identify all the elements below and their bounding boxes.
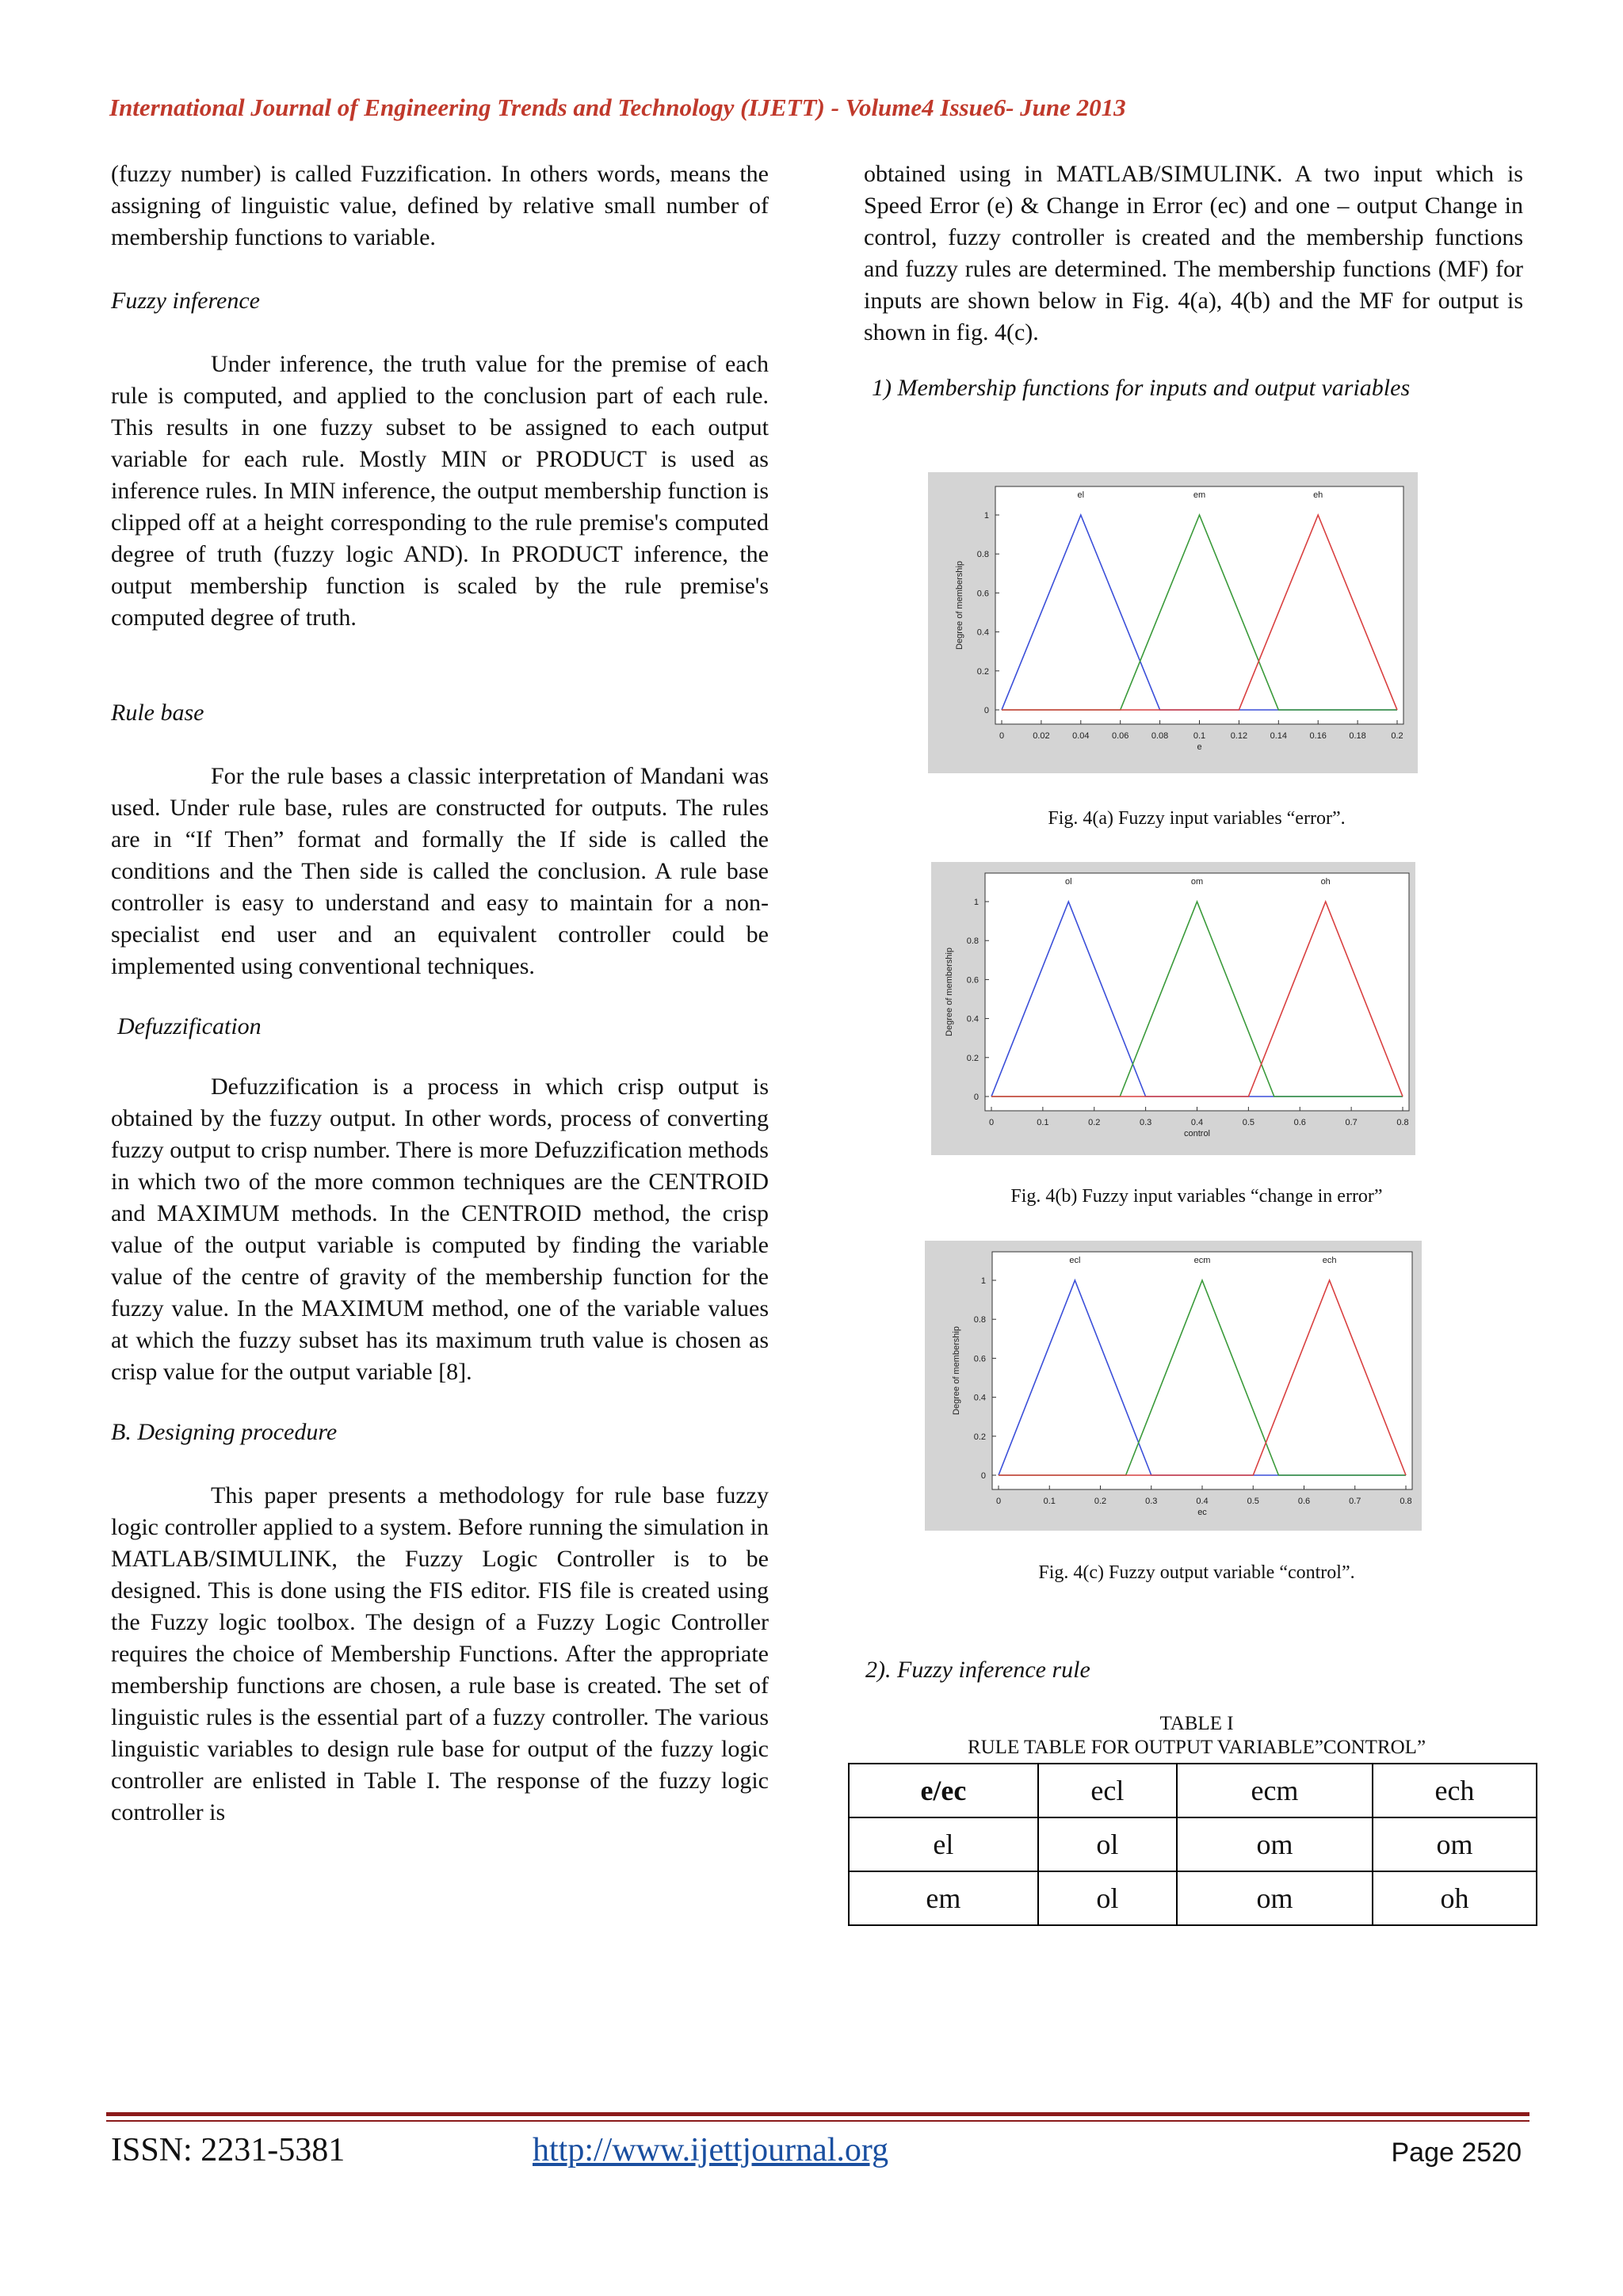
heading-defuzzification: Defuzzification	[117, 1013, 262, 1039]
y-tick-label: 0.6	[973, 1354, 986, 1364]
figure-4a	[928, 472, 1418, 773]
x-tick-label: 0.7	[1349, 1497, 1361, 1506]
figure-4b	[931, 862, 1415, 1155]
x-tick-label: 0	[999, 731, 1005, 741]
mf-label-em: em	[1193, 490, 1206, 500]
table-cell: em	[849, 1871, 1038, 1925]
table-cell: oh	[1373, 1871, 1537, 1925]
x-tick-label: 0.1	[1193, 731, 1206, 741]
heading-designing-procedure: B. Designing procedure	[111, 1419, 338, 1445]
x-tick-label: 0.2	[1391, 731, 1403, 741]
footer-divider-thin	[106, 2120, 1529, 2122]
x-tick-label: 0.06	[1111, 731, 1129, 741]
x-tick-label: 0.4	[1196, 1497, 1209, 1506]
table-header-cell: ecl	[1038, 1764, 1177, 1817]
x-tick-label: 0.3	[1145, 1497, 1158, 1506]
x-tick-label: 0.8	[1396, 1118, 1409, 1127]
y-tick-label: 0	[980, 1471, 986, 1481]
x-tick-label: 0.04	[1072, 731, 1090, 741]
y-tick-label: 0.8	[973, 1315, 986, 1325]
heading-fuzzy-inference-rule: 2). Fuzzy inference rule	[865, 1657, 1090, 1683]
x-tick-label: 0.16	[1309, 731, 1327, 741]
x-tick-label: 0.02	[1033, 731, 1050, 741]
heading-rule-base: Rule base	[111, 700, 204, 726]
x-tick-label: 0.1	[1037, 1118, 1049, 1127]
table-row	[849, 1871, 1537, 1925]
table-row	[849, 1817, 1537, 1871]
mf-label-oh: oh	[1320, 877, 1331, 887]
y-tick-label: 0.2	[966, 1053, 979, 1063]
mf-label-eh: eh	[1313, 490, 1323, 500]
table-header-row	[849, 1764, 1537, 1817]
mf-label-ecl: ecl	[1069, 1256, 1081, 1265]
figure-4c	[925, 1241, 1422, 1531]
mf-label-ech: ech	[1322, 1256, 1337, 1265]
footer-journal-link[interactable]: http://www.ijettjournal.org	[533, 2132, 889, 2168]
x-axis-label: ec	[1197, 1508, 1207, 1517]
footer-page-number: Page 2520	[1391, 2138, 1522, 2168]
y-tick-label: 0.2	[976, 666, 989, 677]
table-cell: ol	[1038, 1817, 1177, 1871]
y-axis-label: Degree of membership	[945, 948, 954, 1036]
x-tick-label: 0.14	[1270, 731, 1288, 741]
y-tick-label: 0.8	[966, 936, 979, 947]
x-tick-label: 0.08	[1151, 731, 1169, 741]
y-tick-label: 0.4	[973, 1393, 986, 1403]
table-cell: el	[849, 1817, 1038, 1871]
y-tick-label: 0	[983, 706, 989, 715]
x-tick-label: 0.12	[1230, 731, 1248, 741]
x-tick-label: 0.8	[1400, 1497, 1412, 1506]
y-tick-label: 0	[973, 1093, 979, 1102]
y-tick-label: 0.2	[973, 1432, 986, 1442]
table-cell: om	[1177, 1871, 1373, 1925]
caption-fig-4a: Fig. 4(a) Fuzzy input variables “error”.	[1048, 808, 1346, 829]
journal-header: International Journal of Engineering Trends and Technology (IJETT) - Volume4 Issue6- June 2013	[109, 93, 1126, 121]
table-subtitle: RULE TABLE FOR OUTPUT VARIABLE”CONTROL”	[967, 1737, 1426, 1758]
x-tick-label: 0.3	[1139, 1118, 1152, 1127]
x-tick-label: 0.7	[1345, 1118, 1358, 1127]
x-tick-label: 0.18	[1349, 731, 1366, 741]
x-tick-label: 0.2	[1094, 1497, 1107, 1506]
y-tick-label: 1	[983, 511, 989, 521]
rule-table	[848, 1763, 1537, 1926]
x-tick-label: 0.2	[1088, 1118, 1101, 1127]
x-tick-label: 0.6	[1297, 1497, 1311, 1506]
footer-divider	[106, 2112, 1529, 2116]
table-cell: om	[1177, 1817, 1373, 1871]
table-cell: om	[1373, 1817, 1537, 1871]
y-axis-label: Degree of membership	[955, 561, 964, 650]
paragraph-defuzzification: Defuzzification is a process in which crisp output is obtained by the fuzzy output. In other words, process of converting fuzzy output to crisp number. There is more Defuzzification methods in which two of the more common techniques are the CENTROID and MAXIMUM methods. In the CENTROID method, the crisp value of the output variable is computed by finding the variable value of the centre of gravity of the membership function for the fuzzy value. In the MAXIMUM method, one of the variable values at which the fuzzy subset has its maximum truth value is chosen as crisp value for the output variable [8].	[111, 1074, 769, 1385]
table-title: TABLE I	[1159, 1713, 1234, 1734]
paragraph-fuzzification: (fuzzy number) is called Fuzzification. In others words, means the assigning of linguistic value, defined by relative small number of membership functions to variable.	[111, 161, 769, 250]
y-tick-label: 0.6	[976, 589, 989, 599]
paragraph-matlab: obtained using in MATLAB/SIMULINK. A two input which is Speed Error (e) & Change in Error (ec) and one – output Change in control, fuzzy controller is created and the membership functions and fuzzy rules are determined. The membership functions (MF) for inputs are shown below in Fig. 4(a), 4(b) and the MF for output is shown in fig. 4(c).	[864, 161, 1523, 345]
mf-label-om: om	[1190, 877, 1204, 887]
table-cell: ol	[1038, 1871, 1177, 1925]
table-header-cell: ech	[1373, 1764, 1537, 1817]
x-axis-label: control	[1183, 1129, 1211, 1138]
paragraph-inference: Under inference, the truth value for the premise of each rule is computed, and applied to the conclusion part of each rule. This results in one fuzzy subset to be assigned to each output variable for each rule. Mostly MIN or PRODUCT is used as inference rules. In MIN inference, the output membership function is clipped off at a height corresponding to the rule premise's computed degree of truth (fuzzy logic AND). In PRODUCT inference, the output membership function is scaled by the rule premise's computed degree of truth.	[111, 351, 769, 631]
caption-fig-4b: Fig. 4(b) Fuzzy input variables “change in error”	[1010, 1186, 1383, 1207]
x-tick-label: 0.5	[1247, 1497, 1259, 1506]
y-axis-label: Degree of membership	[952, 1326, 961, 1415]
chart-change-in-error	[931, 862, 1415, 1155]
caption-fig-4c: Fig. 4(c) Fuzzy output variable “control”.	[1038, 1562, 1355, 1583]
x-tick-label: 0	[995, 1497, 1002, 1506]
mf-label-el: el	[1077, 490, 1085, 500]
y-tick-label: 0.8	[976, 550, 989, 560]
y-tick-label: 0.4	[976, 627, 989, 638]
mf-label-ecm: ecm	[1193, 1256, 1211, 1265]
left-column	[111, 158, 769, 1829]
y-tick-label: 0.4	[966, 1014, 979, 1024]
x-tick-label: 0.1	[1043, 1497, 1056, 1506]
heading-membership-functions: 1) Membership functions for inputs and output variables	[872, 375, 1411, 401]
paragraph-designing: This paper presents a methodology for rule base fuzzy logic controller applied to a system. Before running the simulation in MATLAB/SIMULINK, the Fuzzy Logic Controller is to be designed. This is done using the FIS editor. FIS file is created using the Fuzzy logic toolbox. The design of a Fuzzy Logic Controller requires the choice of Membership Functions. After the appropriate membership functions are chosen, a rule base is created. The set of linguistic rules is the essential part of a fuzzy controller. The various linguistic variables to design rule base for output of the fuzzy logic controller are enlisted in Table I. The response of the fuzzy logic controller is	[111, 1482, 769, 1825]
chart-control	[925, 1241, 1422, 1531]
x-tick-label: 0.5	[1242, 1118, 1255, 1127]
footer-issn: ISSN: 2231-5381	[111, 2132, 346, 2168]
paragraph-rule-base: For the rule bases a classic interpretation of Mandani was used. Under rule base, rules are constructed for outputs. The rules are in “If Then” format and formally the If side is called the conditions and the Then side is called the conclusion. A rule base controller is easy to understand and easy to maintain for a non- specialist end user and an equivalent controller could be implemented using conventional techniques.	[111, 763, 769, 979]
table-header-cell: ecm	[1177, 1764, 1373, 1817]
y-tick-label: 1	[973, 898, 979, 907]
x-tick-label: 0.6	[1293, 1118, 1306, 1127]
x-tick-label: 0	[988, 1118, 995, 1127]
y-tick-label: 1	[980, 1276, 986, 1286]
right-column	[864, 158, 1523, 404]
table-header-cell: e/ec	[849, 1764, 1038, 1817]
mf-label-ol: ol	[1065, 877, 1072, 887]
chart-error	[928, 472, 1418, 773]
x-tick-label: 0.4	[1190, 1118, 1204, 1127]
x-axis-label: e	[1197, 742, 1202, 752]
heading-fuzzy-inference: Fuzzy inference	[111, 288, 260, 314]
y-tick-label: 0.6	[966, 975, 979, 986]
